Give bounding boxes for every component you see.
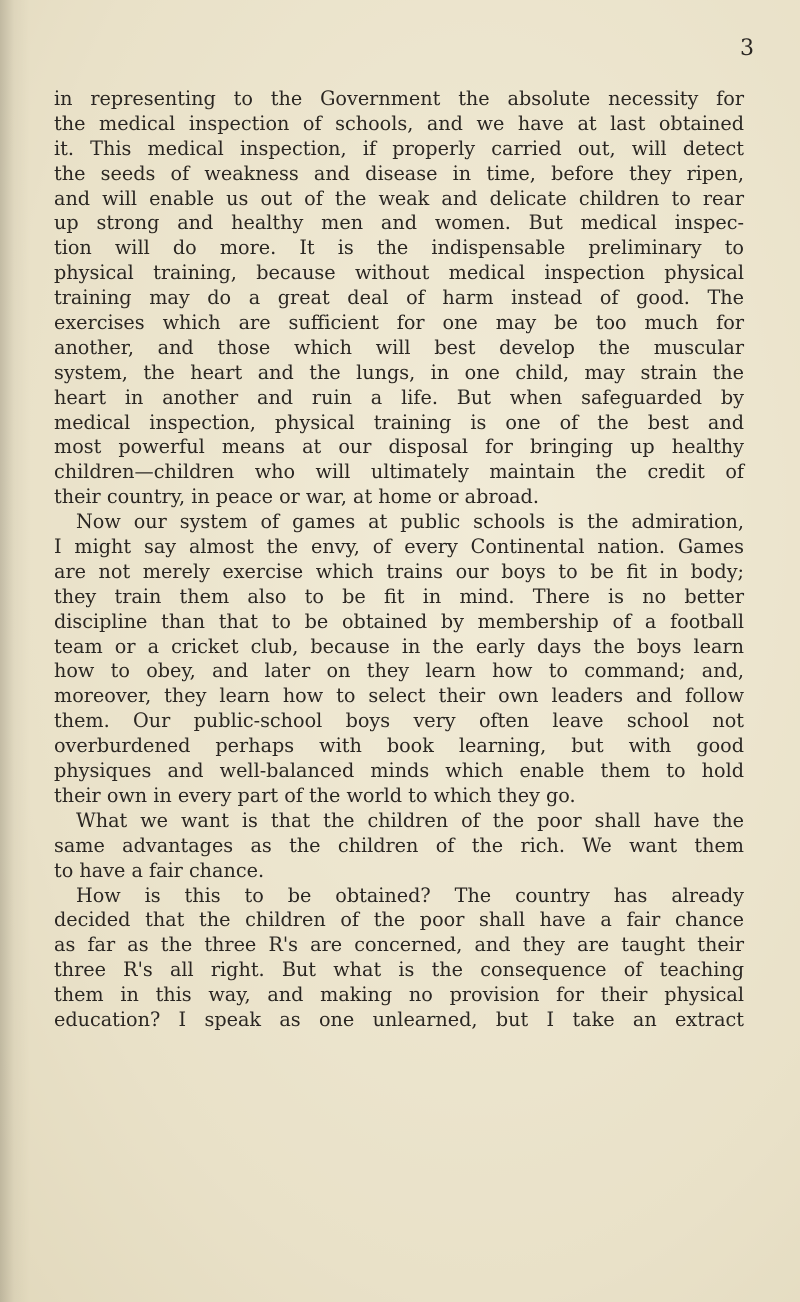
text-line: them. Our public-school boys very often leave school not xyxy=(54,709,744,733)
text-line: system, the heart and the lungs, in one child, may strain the xyxy=(54,360,744,384)
text-line: What we want is that the children of the poor shall have the xyxy=(76,808,744,832)
text-line: as far as the three R's are concerned, and they are taught their xyxy=(54,933,744,957)
text-line: three R's all right. But what is the consequence of teaching xyxy=(54,958,744,982)
text-line: moreover, they learn how to select their own leaders and follow xyxy=(54,684,744,708)
paragraph xyxy=(54,510,744,809)
text-line: in representing to the Government the absolute necessity for xyxy=(54,87,744,110)
paragraph xyxy=(54,809,744,884)
text-line: most powerful means at our disposal for bringing up healthy xyxy=(54,435,744,459)
text-line: medical inspection, physical training is one of the best and xyxy=(54,410,744,434)
text-line: decided that the children of the poor shall have a fair chance xyxy=(54,908,744,932)
page-number: 3 xyxy=(740,36,755,61)
paragraph xyxy=(54,87,744,510)
text-line: are not merely exercise which trains our boys to be fit in body; xyxy=(54,559,744,583)
text-line: their country, in peace or war, at home or abroad. xyxy=(54,485,539,509)
text-line: it. This medical inspection, if properly carried out, will detect xyxy=(54,136,744,160)
text-line: to have a fair chance. xyxy=(54,858,265,882)
text-line: training may do a great deal of harm instead of good. The xyxy=(54,286,744,310)
text-line: physiques and well-balanced minds which enable them to hold xyxy=(54,759,744,783)
text-line: their own in every part of the world to which they go. xyxy=(54,783,576,807)
text-line: children—children who will ultimately maintain the credit of xyxy=(54,460,744,484)
text-line: physical training, because without medical inspection physical xyxy=(54,261,744,285)
text-line: Now our system of games at public schools is the admiration, xyxy=(76,510,744,534)
text-line: team or a cricket club, because in the early days the boys learn xyxy=(54,634,744,658)
text-line: another, and those which will best develop the muscular xyxy=(54,335,744,359)
text-line: the medical inspection of schools, and we have at last obtained xyxy=(54,111,744,135)
text-line: them in this way, and making no provision for their physical xyxy=(54,983,744,1007)
text-line: tion will do more. It is the indispensable preliminary to xyxy=(54,236,744,260)
text-line: same advantages as the children of the rich. We want them xyxy=(54,833,744,857)
text-line: exercises which are sufficient for one may be too much for xyxy=(54,311,744,335)
paragraph xyxy=(54,884,744,1033)
body-text xyxy=(54,87,744,1033)
text-line: discipline than that to be obtained by membership of a football xyxy=(54,609,744,633)
text-line: I might say almost the envy, of every Continental nation. Games xyxy=(54,535,744,559)
text-line: How is this to be obtained? The country has already xyxy=(76,883,744,907)
text-line: and will enable us out of the weak and delicate children to rear xyxy=(54,186,744,210)
text-line: heart in another and ruin a life. But when safeguarded by xyxy=(54,385,744,409)
text-line: overburdened perhaps with book learning, but with good xyxy=(54,734,744,758)
text-line: the seeds of weakness and disease in time, before they ripen, xyxy=(54,161,744,185)
text-line: education? I speak as one unlearned, but I take an extract xyxy=(54,1007,744,1031)
text-line: how to obey, and later on they learn how to command; and, xyxy=(54,659,744,683)
text-line: up strong and healthy men and women. But medical inspec- xyxy=(54,211,744,235)
text-line: they train them also to be fit in mind. There is no better xyxy=(54,584,744,608)
